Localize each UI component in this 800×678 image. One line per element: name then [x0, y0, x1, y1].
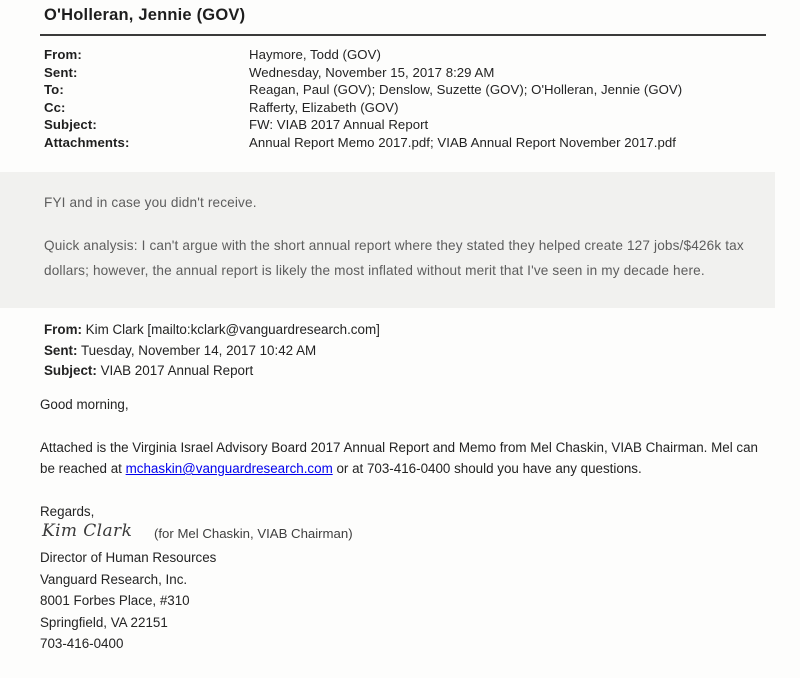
body-main-part1: Attached is the Virginia Israel Advisory Board 2017 Annual Report and Memo from Mel Chaskin, VIAB Chairman. Mel can be reached at: [40, 440, 758, 476]
forwarded-subject-row: [44, 361, 764, 382]
email-link[interactable]: mchaskin@vanguardresearch.com: [125, 461, 333, 476]
quoted-paragraph-2: Quick analysis: I can't argue with the short annual report where they stated they helped create 127 jobs/$426k tax dollars; however, the annual report is likely the most inflated without merit that I've seen in my decade here.: [44, 238, 744, 278]
email-body: [40, 394, 766, 544]
signature-address-2: Springfield, VA 22151: [40, 614, 168, 630]
meta-label-subject: Subject:: [44, 117, 97, 132]
forwarded-sent-value: Tuesday, November 14, 2017 10:42 AM: [80, 342, 317, 358]
signature-on-behalf: (for Mel Chaskin, VIAB Chairman): [154, 526, 353, 541]
forwarded-subject-label: Subject:: [44, 363, 97, 378]
forwarded-from-value: Kim Clark [mailto:kclark@vanguardresearch.com]: [85, 322, 380, 337]
meta-label-sent: Sent:: [44, 64, 78, 80]
table-row: [44, 135, 764, 150]
signature-block: [40, 547, 216, 655]
table-row: [44, 65, 764, 80]
meta-value-from: Haymore, Todd (GOV): [249, 47, 381, 62]
quoted-paragraph-1: FYI and in case you didn't receive.: [44, 195, 257, 210]
page-title: O'Holleran, Jennie (GOV): [44, 6, 246, 24]
signature-phone: 703-416-0400: [40, 636, 124, 651]
meta-value-attachments: Annual Report Memo 2017.pdf; VIAB Annual Report November 2017.pdf: [249, 134, 676, 150]
forwarded-sent-row: [44, 341, 764, 362]
body-closing: Regards,: [40, 504, 95, 519]
meta-value-cc: Rafferty, Elizabeth (GOV): [249, 99, 399, 115]
header-divider: [40, 34, 766, 36]
meta-value-to: Reagan, Paul (GOV); Denslow, Suzette (GOV); O'Holleran, Jennie (GOV): [249, 82, 683, 97]
meta-value-sent: Wednesday, November 15, 2017 8:29 AM: [249, 64, 495, 80]
forwarded-sent-label: Sent:: [44, 342, 78, 358]
quoted-intro-text: [44, 190, 754, 283]
meta-value-subject: FW: VIAB 2017 Annual Report: [249, 117, 429, 132]
email-metadata: [44, 47, 764, 152]
body-main-part2: or at 703-416-0400 should you have any questions.: [332, 461, 642, 476]
forwarded-from-label: From:: [44, 322, 82, 337]
table-row: [44, 47, 764, 62]
forwarded-from-row: [44, 320, 764, 341]
meta-label-from: From:: [44, 47, 82, 62]
signature-title: Director of Human Resources: [40, 550, 217, 565]
signature-company: Vanguard Research, Inc.: [40, 571, 188, 587]
body-greeting: Good morning,: [40, 397, 129, 412]
meta-label-to: To:: [44, 82, 64, 97]
signature-address-1: 8001 Forbes Place, #310: [40, 593, 190, 608]
table-row: [44, 100, 764, 115]
body-main-paragraph: [40, 437, 766, 479]
meta-label-cc: Cc:: [44, 99, 66, 115]
forwarded-message-header: [44, 320, 764, 382]
table-row: [44, 82, 764, 97]
table-row: [44, 117, 764, 132]
signature-script: Kim Clark: [42, 521, 133, 541]
meta-label-attachments: Attachments:: [44, 134, 130, 150]
forwarded-subject-value: VIAB 2017 Annual Report: [100, 363, 254, 378]
